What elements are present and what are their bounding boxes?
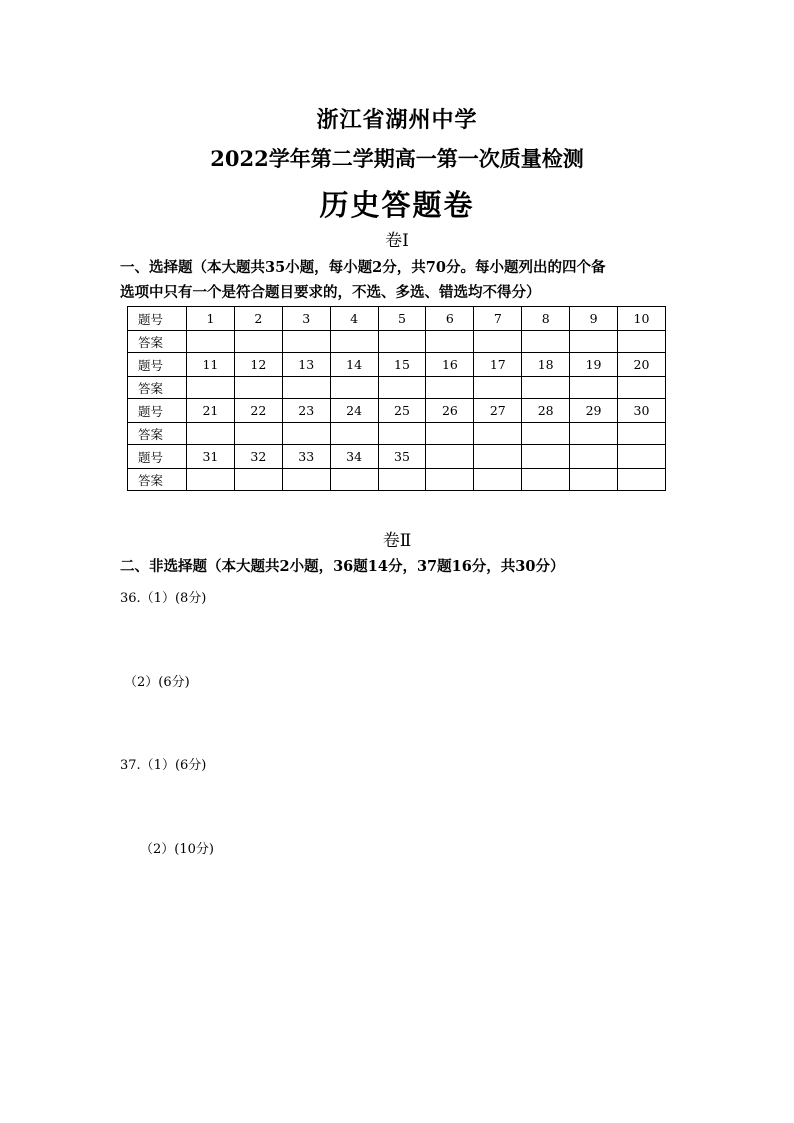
question-number-cell: 8 bbox=[522, 307, 570, 331]
question-number-row bbox=[128, 307, 666, 331]
answer-cell[interactable] bbox=[282, 331, 330, 353]
answer-cell[interactable] bbox=[282, 423, 330, 445]
question-number-cell bbox=[618, 445, 666, 469]
question-number-cell: 26 bbox=[426, 399, 474, 423]
question-number-cell: 12 bbox=[234, 353, 282, 377]
school-name: 浙江省湖州中学 bbox=[316, 107, 478, 133]
question-number-cell: 10 bbox=[618, 307, 666, 331]
answer-grid bbox=[127, 306, 666, 491]
question-number-cell: 18 bbox=[522, 353, 570, 377]
question-number-cell: 31 bbox=[187, 445, 235, 469]
question-36-part-2: （2）(6分) bbox=[124, 675, 190, 690]
question-number-cell: 22 bbox=[234, 399, 282, 423]
answer-cell[interactable] bbox=[522, 423, 570, 445]
question-number-cell: 17 bbox=[474, 353, 522, 377]
answer-label: 答案 bbox=[128, 377, 187, 399]
answer-cell[interactable] bbox=[234, 469, 282, 491]
section-1-instructions bbox=[120, 255, 720, 305]
question-number-row bbox=[128, 353, 666, 377]
answer-cell[interactable] bbox=[330, 377, 378, 399]
answer-cell[interactable] bbox=[378, 469, 426, 491]
question-number-cell: 33 bbox=[282, 445, 330, 469]
answer-cell[interactable] bbox=[522, 377, 570, 399]
question-number-cell bbox=[426, 445, 474, 469]
question-number-label: 题号 bbox=[128, 399, 187, 423]
question-36-part-1: 36.（1）(8分) bbox=[120, 591, 207, 606]
question-number-cell: 29 bbox=[570, 399, 618, 423]
question-number-cell: 20 bbox=[618, 353, 666, 377]
answer-cell[interactable] bbox=[330, 469, 378, 491]
question-number-label: 题号 bbox=[128, 353, 187, 377]
question-number-cell: 1 bbox=[187, 307, 235, 331]
exam-name: 2022学年第二学期高一第一次质量检测 bbox=[210, 146, 584, 171]
answer-cell[interactable] bbox=[378, 423, 426, 445]
answer-cell[interactable] bbox=[187, 331, 235, 353]
question-number-cell: 11 bbox=[187, 353, 235, 377]
answer-cell[interactable] bbox=[187, 423, 235, 445]
question-number-row bbox=[128, 445, 666, 469]
question-number-cell: 4 bbox=[330, 307, 378, 331]
answer-cell[interactable] bbox=[474, 469, 522, 491]
question-number-cell: 2 bbox=[234, 307, 282, 331]
answer-cell[interactable] bbox=[426, 331, 474, 353]
answer-cell[interactable] bbox=[618, 377, 666, 399]
question-number-cell: 16 bbox=[426, 353, 474, 377]
volume-2-title: 卷Ⅱ bbox=[382, 531, 412, 551]
question-number-row bbox=[128, 399, 666, 423]
question-number-cell: 14 bbox=[330, 353, 378, 377]
answer-cell[interactable] bbox=[618, 423, 666, 445]
question-number-cell: 21 bbox=[187, 399, 235, 423]
question-number-cell: 32 bbox=[234, 445, 282, 469]
question-number-cell: 27 bbox=[474, 399, 522, 423]
section-1-line-2: 选项中只有一个是符合题目要求的，不选、多选、错选均不得分） bbox=[120, 284, 541, 301]
answer-cell[interactable] bbox=[282, 377, 330, 399]
question-number-cell: 23 bbox=[282, 399, 330, 423]
answer-cell[interactable] bbox=[570, 377, 618, 399]
question-number-cell: 5 bbox=[378, 307, 426, 331]
question-number-cell: 24 bbox=[330, 399, 378, 423]
question-number-label: 题号 bbox=[128, 307, 187, 331]
answer-cell[interactable] bbox=[426, 377, 474, 399]
question-37-part-1: 37.（1）(6分) bbox=[120, 758, 207, 773]
question-number-cell bbox=[522, 445, 570, 469]
answer-label: 答案 bbox=[128, 331, 187, 353]
answer-row bbox=[128, 469, 666, 491]
answer-cell[interactable] bbox=[187, 469, 235, 491]
question-number-cell: 25 bbox=[378, 399, 426, 423]
answer-label: 答案 bbox=[128, 423, 187, 445]
question-number-cell: 19 bbox=[570, 353, 618, 377]
answer-cell[interactable] bbox=[234, 331, 282, 353]
answer-cell[interactable] bbox=[474, 331, 522, 353]
question-number-cell: 15 bbox=[378, 353, 426, 377]
answer-row bbox=[128, 331, 666, 353]
answer-cell[interactable] bbox=[426, 423, 474, 445]
question-number-cell: 3 bbox=[282, 307, 330, 331]
answer-cell[interactable] bbox=[330, 423, 378, 445]
question-number-cell: 34 bbox=[330, 445, 378, 469]
question-number-cell: 7 bbox=[474, 307, 522, 331]
paper-title: 历史答题卷 bbox=[319, 188, 475, 222]
volume-1-title: 卷Ⅰ bbox=[385, 231, 409, 251]
section-2-instructions: 二、非选择题（本大题共2小题，36题14分，37题16分，共30分） bbox=[120, 558, 565, 575]
answer-cell[interactable] bbox=[330, 331, 378, 353]
answer-cell[interactable] bbox=[426, 469, 474, 491]
question-number-cell: 30 bbox=[618, 399, 666, 423]
answer-row bbox=[128, 377, 666, 399]
answer-cell[interactable] bbox=[234, 377, 282, 399]
answer-cell[interactable] bbox=[618, 331, 666, 353]
answer-cell[interactable] bbox=[282, 469, 330, 491]
question-number-cell: 9 bbox=[570, 307, 618, 331]
answer-cell[interactable] bbox=[234, 423, 282, 445]
answer-cell[interactable] bbox=[187, 377, 235, 399]
answer-cell[interactable] bbox=[378, 331, 426, 353]
answer-cell[interactable] bbox=[570, 469, 618, 491]
answer-cell[interactable] bbox=[474, 423, 522, 445]
question-number-cell: 6 bbox=[426, 307, 474, 331]
answer-cell[interactable] bbox=[570, 423, 618, 445]
answer-cell[interactable] bbox=[522, 331, 570, 353]
section-1-line-1: 一、选择题（本大题共35小题，每小题2分，共70分。每小题列出的四个备 bbox=[120, 259, 606, 276]
answer-cell[interactable] bbox=[618, 469, 666, 491]
question-number-cell: 35 bbox=[378, 445, 426, 469]
question-number-label: 题号 bbox=[128, 445, 187, 469]
question-37-part-2: （2）(10分) bbox=[140, 842, 214, 857]
answer-row bbox=[128, 423, 666, 445]
answer-cell[interactable] bbox=[522, 469, 570, 491]
answer-cell[interactable] bbox=[378, 377, 426, 399]
question-number-cell bbox=[474, 445, 522, 469]
question-number-cell: 13 bbox=[282, 353, 330, 377]
answer-label: 答案 bbox=[128, 469, 187, 491]
answer-cell[interactable] bbox=[474, 377, 522, 399]
question-number-cell bbox=[570, 445, 618, 469]
question-number-cell: 28 bbox=[522, 399, 570, 423]
answer-cell[interactable] bbox=[570, 331, 618, 353]
